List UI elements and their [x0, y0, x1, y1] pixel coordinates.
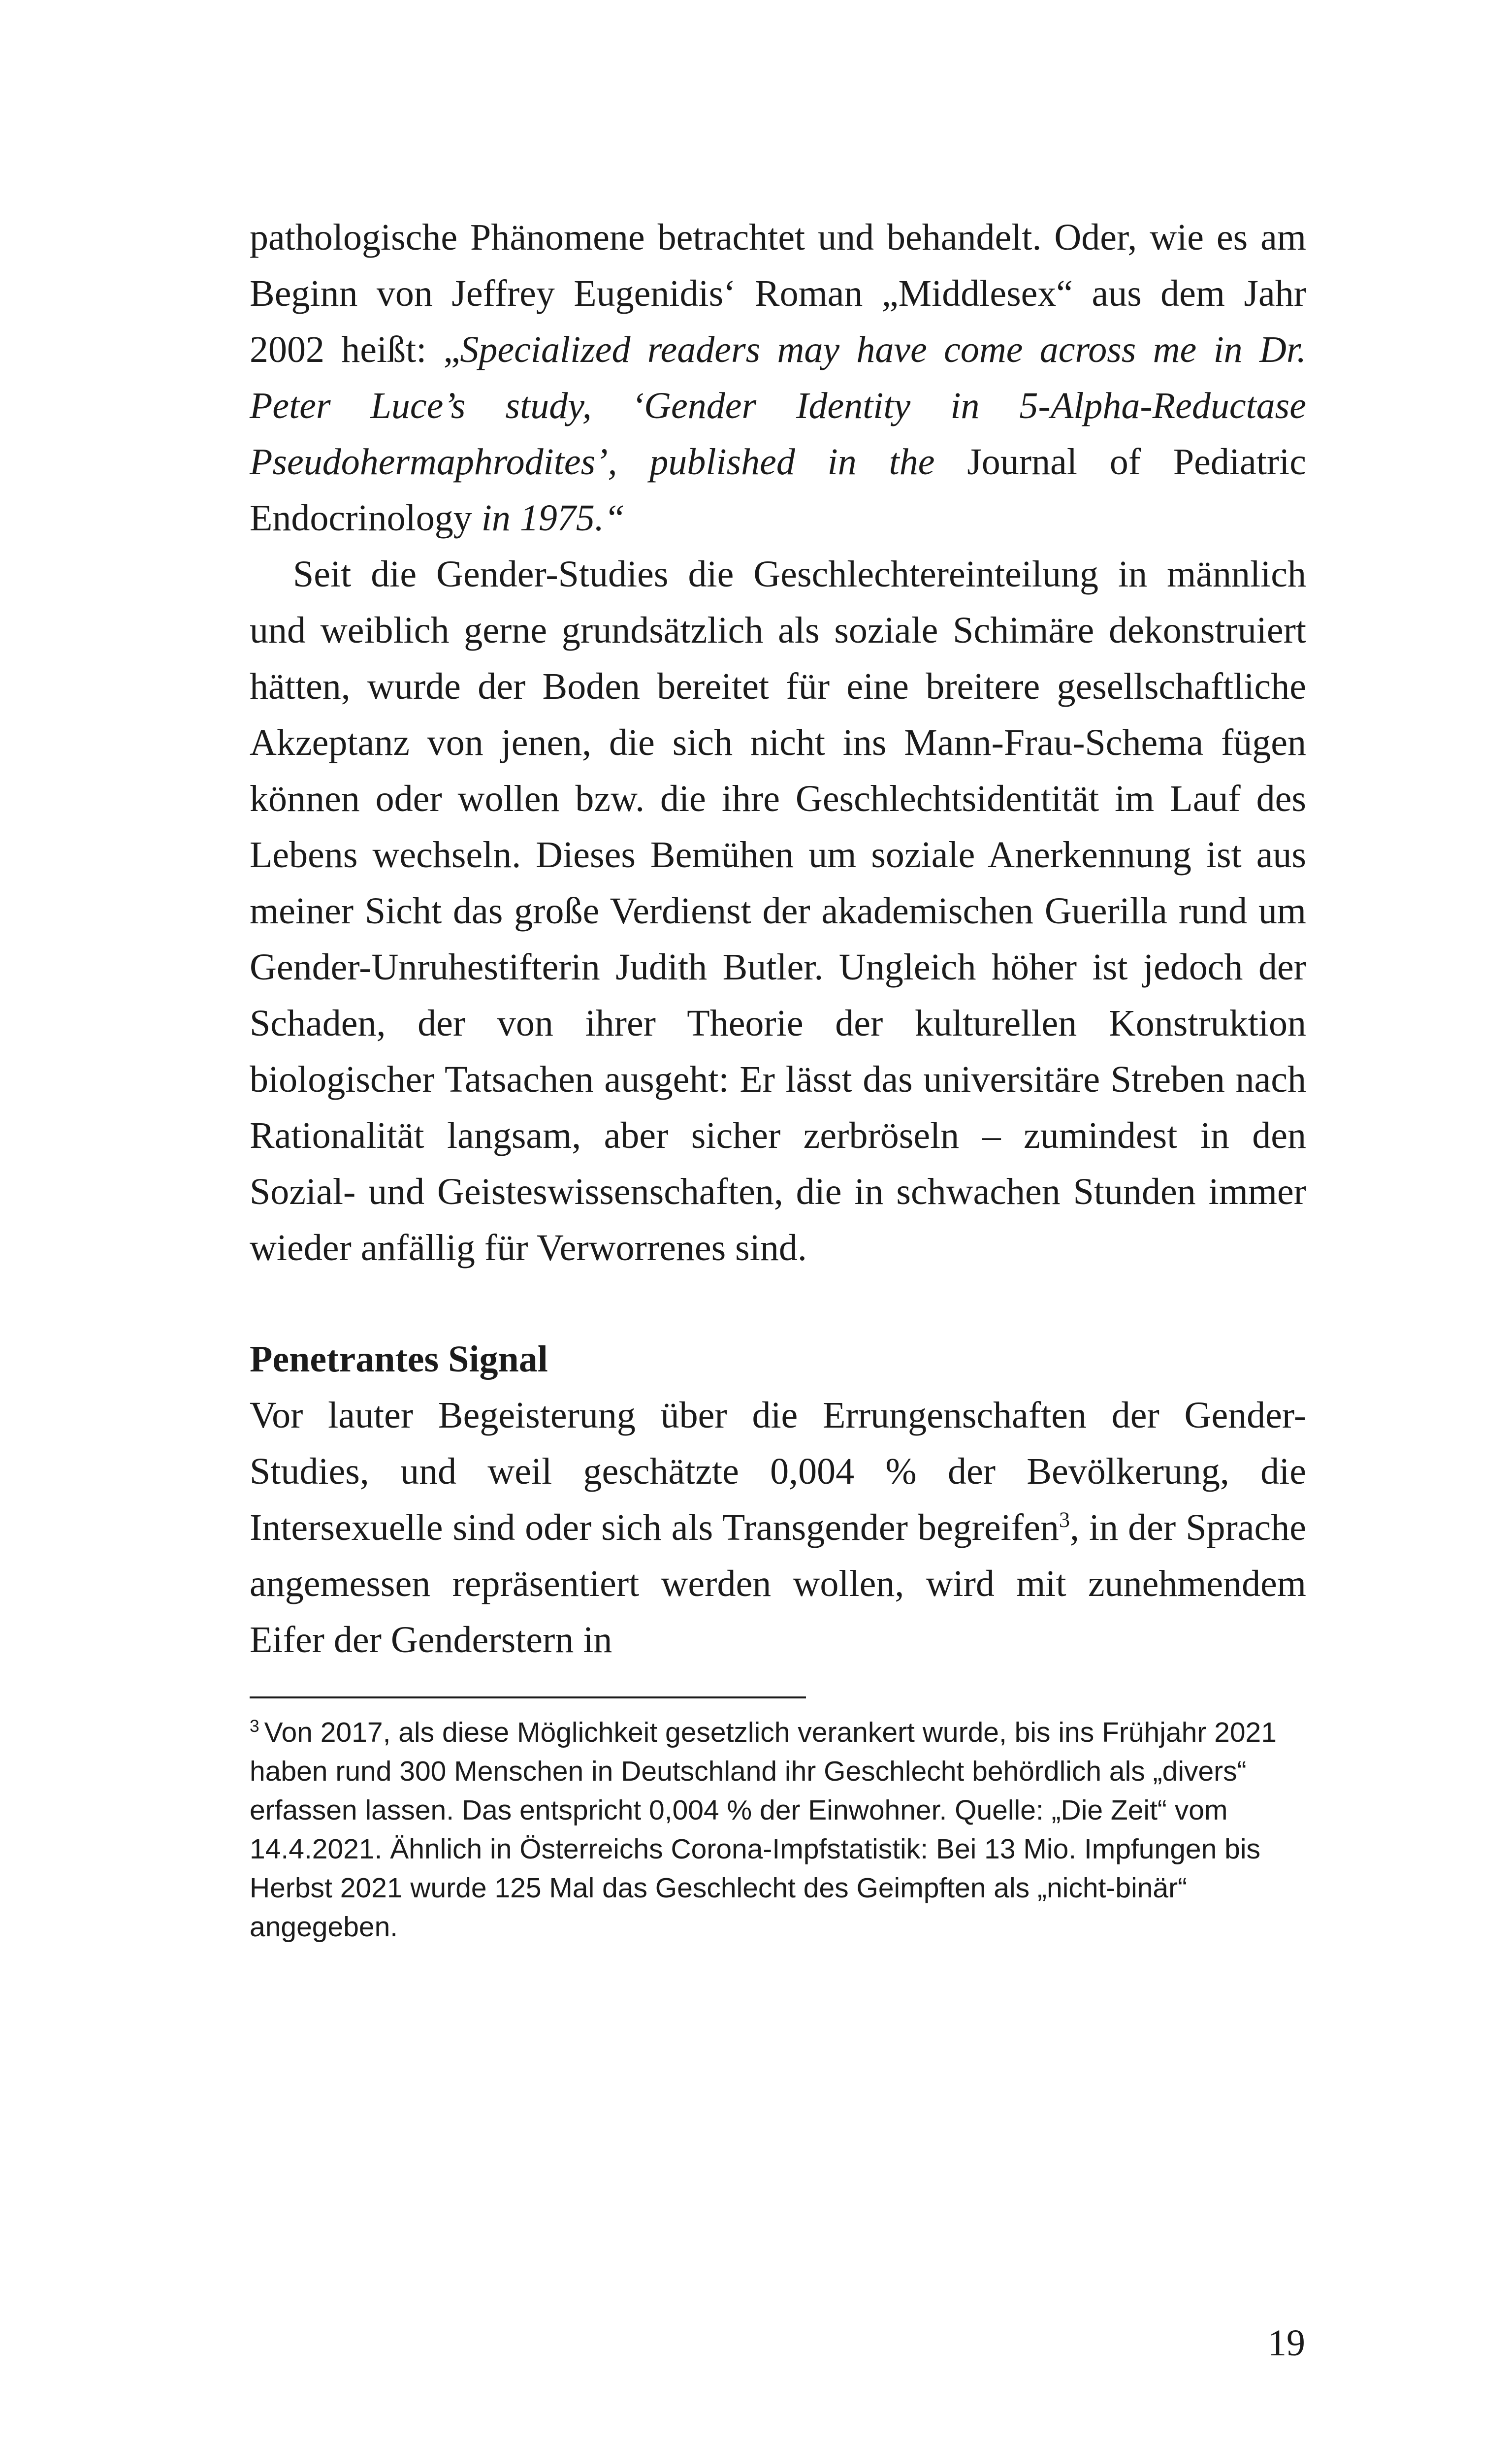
paragraph-text: , in der Sprache angemessen repräsentiert werden wollen, wird mit zunehmendem Eifer der Genderstern in [250, 1507, 1307, 1661]
paragraph-continuation [250, 209, 1306, 546]
quoted-italic-text-end: in 1975.“ [481, 497, 625, 539]
footnote-separator-rule [250, 1696, 806, 1698]
paragraph-text: Vor lauter Begeisterung über die Errungenschaften der Gender-Studies, und weil geschätzte 0,004 % der Bevölkerung, die Intersexuelle sind oder sich als Transgender begreifen [250, 1395, 1306, 1548]
paragraph-gender-studies: Seit die Gender-Studies die Geschlechtereinteilung in männlich und weiblich gerne grundsätzlich als soziale Schimäre dekonstruiert hätten, wurde der Boden bereitet für eine breitere gesellschaftliche Akzeptanz von jenen, die sich nicht ins Mann-Frau-Schema fügen können oder wollen bzw. die ihre Geschlechtsidentität im Lauf des Lebens wechseln. Dieses Bemühen um soziale Anerkennung ist aus meiner Sicht das große Verdienst der akademischen Guerilla rund um Gender-Unruhestifterin Judith Butler. Ungleich höher ist jedoch der Schaden, der von ihrer Theorie der kulturellen Konstruktion biologischer Tatsachen ausgeht: Er lässt das universitäre Streben nach Rationalität langsam, aber sicher zerbröseln – zumindest in den Sozial- und Geisteswissenschaften, die in schwachen Stunden immer wieder anfällig für Verworrenes sind. [250, 554, 1306, 1269]
footnote [250, 1713, 1306, 1947]
footnote-marker: 3 [250, 1717, 259, 1736]
paragraph-text: pathologische Phänomene betrachtet und behandelt. Oder, wie es am Beginn von Jeffrey Eugenidis‘ Roman „Middlesex“ aus dem Jahr 2002 heißt: „ [250, 217, 1306, 370]
section-heading: Penetrantes Signal [250, 1338, 548, 1380]
page-number: 19 [1268, 2322, 1305, 2364]
paragraph-penetrantes-signal [250, 1387, 1306, 1668]
footnote-area [250, 1696, 1306, 1947]
quoted-italic-text: Specialized readers may have come across me in Dr. Peter Luce’s study, ‘Gender Identity in 5-Alpha-Reductase Pseudohermaphrodites’, published in the [250, 329, 1306, 483]
footnote-text: Von 2017, als diese Möglichkeit gesetzlich verankert wurde, bis ins Frühjahr 2021 haben rund 300 Menschen in Deutschland ihr Geschlecht behördlich als „divers“ erfassen lassen. Das entspricht 0,004 % der Einwohner. Quelle: „Die Zeit“ vom 14.4.2021. Ähnlich in Österreichs Corona-Impfstatistik: Bei 13 Mio. Impfungen bis Herbst 2021 wurde 125 Mal das Geschlecht des Geimpften als „nicht-binär“ angegeben. [250, 1717, 1277, 1943]
journal-name-text: Journal of Pediatric Endocrinology [250, 441, 1306, 539]
page-content [250, 209, 1306, 1947]
footnote-reference: 3 [1059, 1507, 1070, 1532]
